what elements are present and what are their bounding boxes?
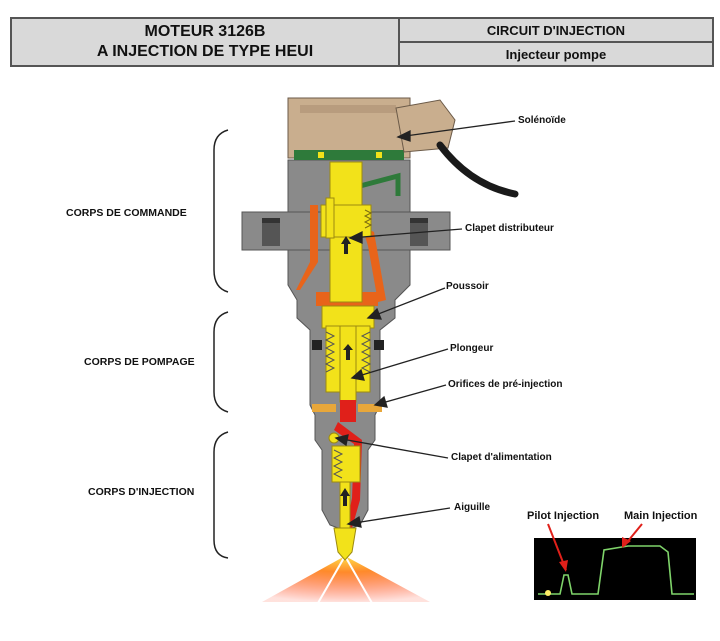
- solenoid-connector: [396, 100, 455, 152]
- nozzle-tip: [334, 528, 356, 560]
- label-corps-commande: CORPS DE COMMANDE: [66, 207, 187, 219]
- bracket-pompage: [214, 312, 228, 412]
- label-pilot-injection: Pilot Injection: [527, 510, 600, 522]
- label-solenoide: Solénoïde: [518, 115, 566, 126]
- title-line-2: A INJECTION DE TYPE HEUI: [96, 43, 314, 60]
- pre-injection-port: [312, 404, 336, 412]
- high-pressure-chamber: [340, 400, 356, 422]
- label-plongeur: Plongeur: [450, 343, 494, 354]
- label-main-injection: Main Injection: [624, 510, 698, 522]
- label-aiguille: Aiguille: [454, 502, 491, 513]
- label-corps-pompage: CORPS DE POMPAGE: [84, 356, 195, 368]
- label-clapet-alimentation: Clapet d'alimentation: [451, 452, 552, 463]
- label-orifices: Orifices de pré-injection: [448, 379, 563, 390]
- bracket-commande: [214, 130, 228, 292]
- electrical-cable: [440, 145, 515, 194]
- plunger: [340, 326, 356, 402]
- subtitle-label: Injecteur pompe: [505, 46, 607, 62]
- circuit-label: CIRCUIT D'INJECTION: [400, 19, 712, 43]
- intensifier-piston: [322, 306, 374, 328]
- fuel-spray: [262, 556, 430, 602]
- label-corps-injection: CORPS D'INJECTION: [88, 486, 195, 498]
- bracket-injection: [214, 432, 228, 558]
- label-poussoir: Poussoir: [446, 281, 489, 292]
- label-clapet-distributeur: Clapet distributeur: [465, 223, 554, 234]
- title-line-1: MOTEUR 3126B: [144, 23, 266, 40]
